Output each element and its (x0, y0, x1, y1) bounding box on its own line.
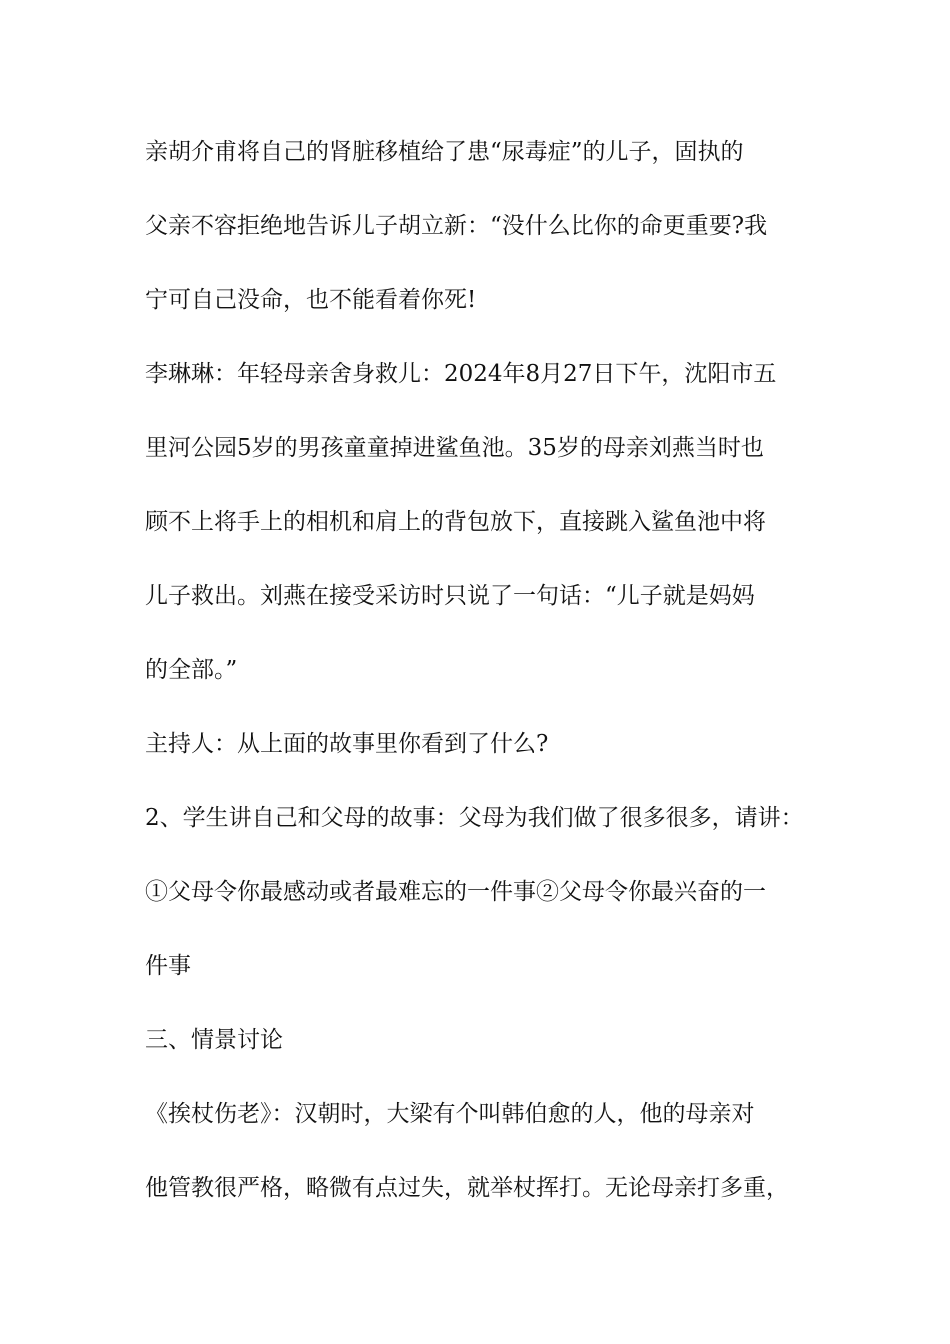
text-line: ①父母令你最感动或者最难忘的一件事②父母令你最兴奋的一 (145, 879, 766, 905)
text-line: 儿子救出。刘燕在接受采访时只说了一句话：“儿子就是妈妈 (145, 583, 755, 609)
text-line: 宁可自己没命，也不能看着你死! (145, 287, 477, 313)
section-heading: 三、情景讨论 (145, 1027, 283, 1053)
text-line: 主持人：从上面的故事里你看到了什么? (145, 731, 549, 757)
text-line: 李琳琳：年轻母亲舍身救儿：2024年8月27日下午，沈阳市五 (145, 361, 777, 387)
text-line: 父亲不容拒绝地告诉儿子胡立新：“没什么比你的命更重要?我 (145, 213, 768, 239)
text-line: 他管教很严格，略微有点过失，就举杖挥打。无论母亲打多重， (145, 1175, 789, 1201)
text-line: 件事 (145, 953, 191, 979)
text-line: 《挨杖伤老》：汉朝时，大梁有个叫韩伯愈的人，他的母亲对 (145, 1101, 755, 1127)
text-line: 2、学生讲自己和父母的故事：父母为我们做了很多很多，请讲： (145, 805, 804, 831)
text-line: 里河公园5岁的男孩童童掉进鲨鱼池。35岁的母亲刘燕当时也 (145, 435, 764, 461)
body-text (145, 128, 825, 1238)
text-line: 顾不上将手上的相机和肩上的背包放下，直接跳入鲨鱼池中将 (145, 509, 766, 535)
text-line: 的全部。” (145, 657, 238, 683)
text-line: 亲胡介甫将自己的肾脏移植给了患“尿毒症”的儿子，固执的 (145, 139, 744, 165)
